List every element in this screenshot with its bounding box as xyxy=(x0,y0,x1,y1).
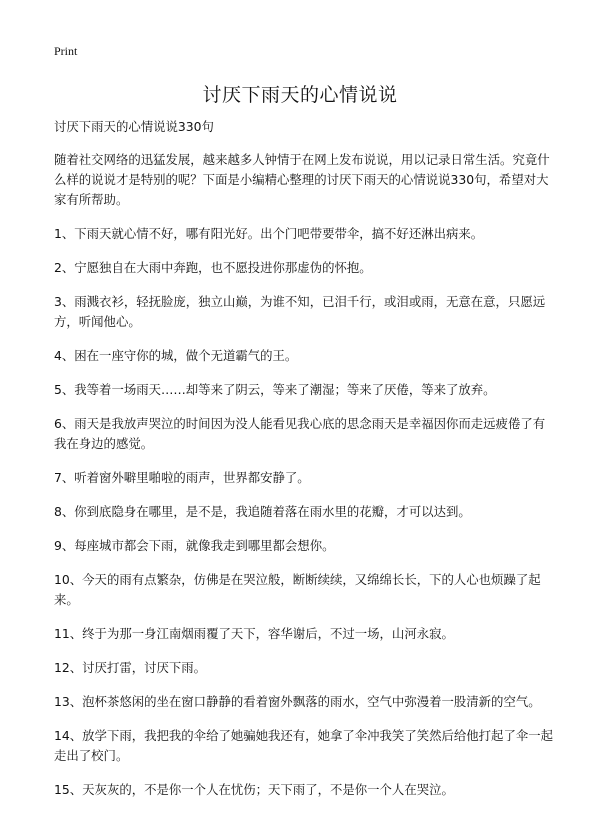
list-item: 3、雨溅衣衫，轻抚脸庞，独立山巅，为谁不知，已泪千行，或泪或雨，无意在意，只愿远方，听闻他心。 xyxy=(54,294,546,329)
list-item: 6、雨天是我放声哭泣的时间因为没人能看见我心底的思念雨天是幸福因你而走远疲倦了有我在身边的感觉。 xyxy=(54,416,546,451)
list-item: 4、困在一座守你的城，做个无道霸气的王。 xyxy=(54,348,298,363)
article-subtitle: 讨厌下雨天的心情说说330句 xyxy=(54,119,214,134)
list-item: 13、泡杯茶悠闲的坐在窗口静静的看着窗外飘落的雨水，空气中弥漫着一股清新的空气。 xyxy=(54,694,541,709)
list-item: 9、每座城市都会下雨，就像我走到哪里都会想你。 xyxy=(54,538,335,553)
article-body xyxy=(54,117,554,814)
list-item: 1、下雨天就心情不好，哪有阳光好。出个门吧带要带伞，搞不好还淋出病来。 xyxy=(54,226,484,241)
list-item: 12、讨厌打雷，讨厌下雨。 xyxy=(54,660,207,675)
list-item: 15、天灰灰的，不是你一个人在忧伤；天下雨了，不是你一个人在哭泣。 xyxy=(54,782,454,797)
list-item: 10、今天的雨有点繁杂，仿佛是在哭泣般，断断续续，又绵绵长长，下的人心也烦躁了起来。 xyxy=(54,572,541,607)
article-intro: 随着社交网络的迅猛发展，越来越多人钟情于在网上发布说说，用以记录日常生活。究竟什么样的说说才是特别的呢？下面是小编精心整理的讨厌下雨天的心情说说330句，希望对大家有所帮助。 xyxy=(54,152,550,207)
list-item: 5、我等着一场雨天……却等来了阴云，等来了潮湿；等来了厌倦，等来了放弃。 xyxy=(54,382,496,397)
list-item: 14、放学下雨，我把我的伞给了她骗她我还有，她拿了伞冲我笑了笑然后给他打起了伞一起走出了校门。 xyxy=(54,728,554,763)
list-item: 2、宁愿独自在大雨中奔跑，也不愿投进你那虚伪的怀抱。 xyxy=(54,260,372,275)
print-link[interactable]: Print xyxy=(54,44,78,58)
list-item: 11、终于为那一身江南烟雨覆了天下，容华谢后，不过一场，山河永寂。 xyxy=(54,626,454,641)
list-item: 7、听着窗外噼里啪啦的雨声，世界都安静了。 xyxy=(54,470,310,485)
page-title: 讨厌下雨天的心情说说 xyxy=(202,84,398,106)
list-item: 8、你到底隐身在哪里，是不是，我追随着落在雨水里的花瓣，才可以达到。 xyxy=(54,504,471,519)
